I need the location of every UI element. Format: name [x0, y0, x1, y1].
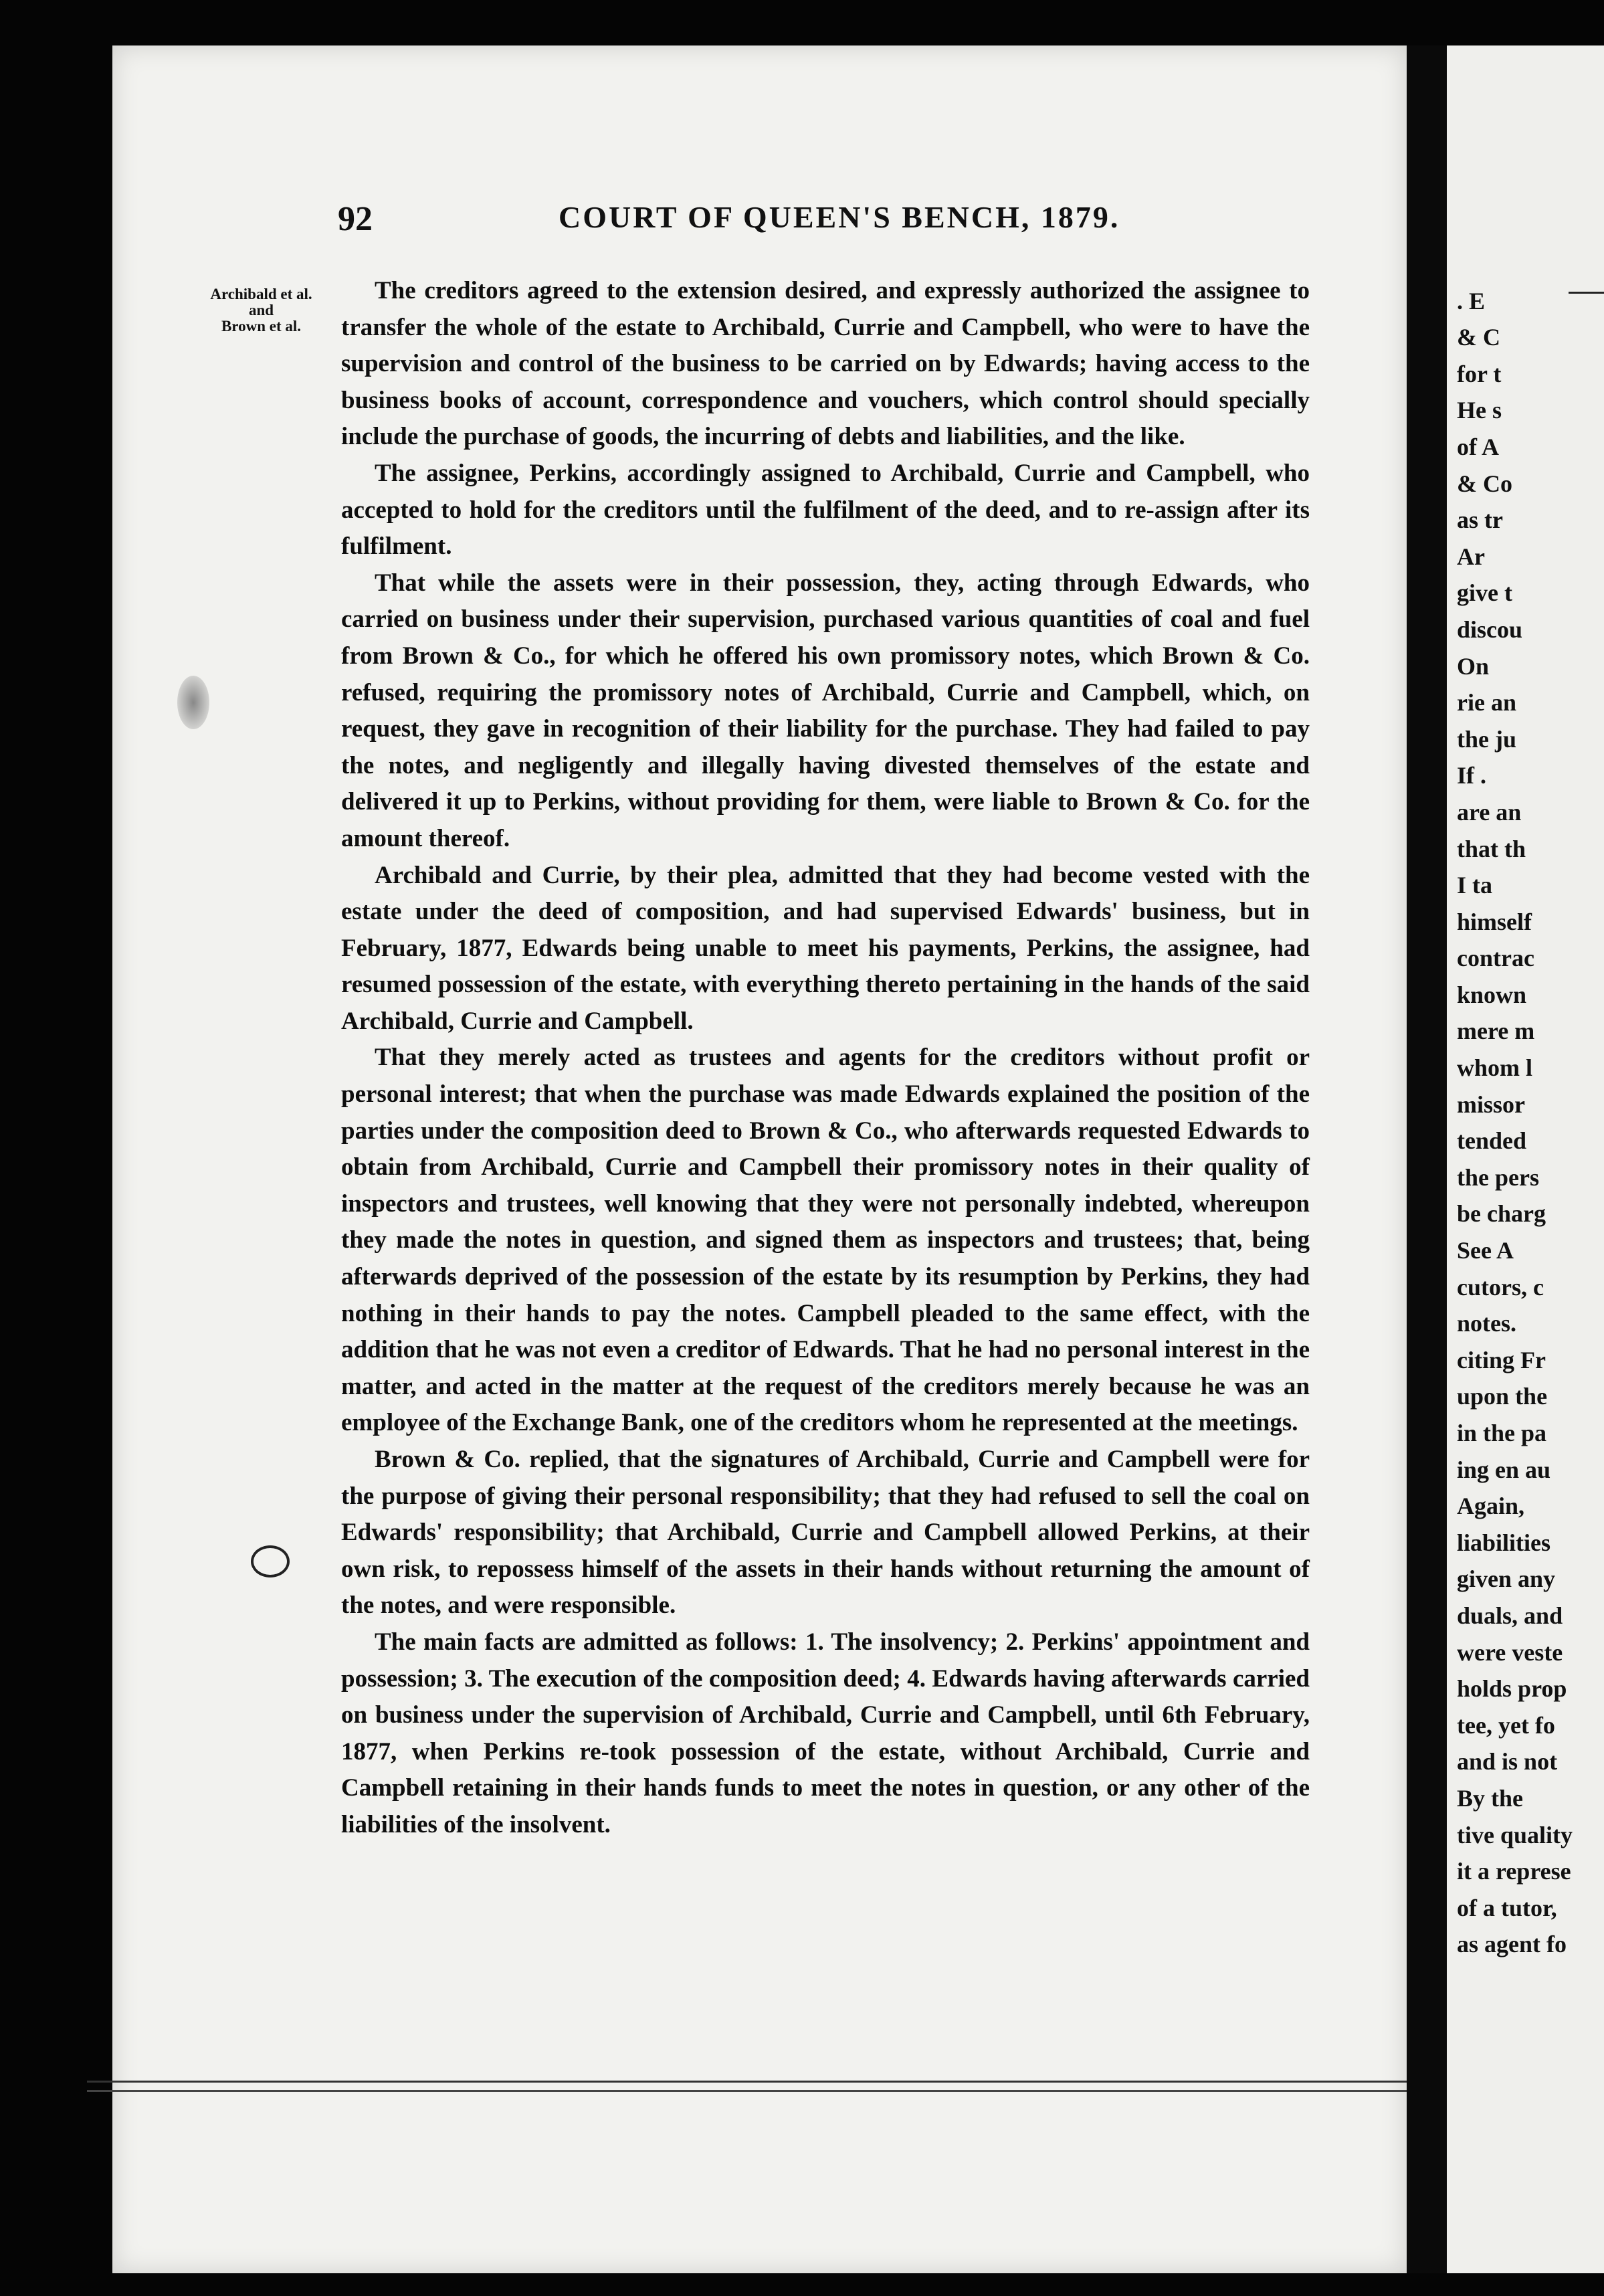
right-page-line: Ar — [1457, 543, 1485, 570]
right-page-line: as tr — [1457, 506, 1503, 534]
right-page-line: By the — [1457, 1784, 1523, 1812]
paragraph: Archibald and Currie, by their plea, admitted that they had become vested with the estate under the deed of composition, and had supervised Edwards' business, but in February, 1877, Edwards being unable to meet his payments, Perkins, the assignee, had resumed possession of the estate, with everything thereto pertaining in the hands of the said Archibald, Currie and Campbell. — [341, 861, 1310, 1035]
right-page-line: See A — [1457, 1237, 1514, 1264]
right-page-line: rie an — [1457, 689, 1516, 716]
scan-border-bottom — [0, 2273, 1604, 2296]
right-page-line: On — [1457, 652, 1490, 680]
paragraph: That they merely acted as trustees and agents for the creditors without profit or personal interest; that when the purchase was made Edwards explained the position of the parties under the composition deed to Brown & Co., who afterwards requested Edwards to obtain from Archibald, Currie and Campbell their promissory notes in their quality of inspectors and trustees, well knowing that they were not personally indebted, whereupon they made the notes in question, and signed them as inspectors and trustees; that, being afterwards deprived of the possession of the estate by its resumption by Perkins, they had nothing in their hands to pay the notes. Campbell pleaded to the same effect, with the addition that he was not even a creditor of Edwards. That he had no personal interest in the matter, and acted in the matter at the request of the creditors merely because he was an employee of the Exchange Bank, one of the creditors whom he represented at the meetings. — [341, 1044, 1310, 1437]
right-page-line: are an — [1457, 798, 1522, 826]
right-page-line: and is not — [1457, 1748, 1558, 1776]
rule-line — [87, 2081, 1418, 2083]
paragraph: The main facts are admitted as follows: 1. The insolvency; 2. Perkins' appointment and possession; 3. The execution of the composition deed; 4. Edwards having afterwards carried on business under the supervision of Archibald, Currie and Campbell, until 6th February, 1877, when Perkins re-took possession of the estate, without Archibald, Currie and Campbell retaining in their hands funds to meet the notes in question, or any other of the liabilities of the insolvent. — [341, 1628, 1310, 1838]
right-page-line: citing Fr — [1457, 1346, 1546, 1373]
right-page-line: discou — [1457, 615, 1523, 643]
right-page-line: as agent fo — [1457, 1931, 1567, 1958]
right-page-line: contrac — [1457, 945, 1534, 972]
right-page-line: upon the — [1457, 1383, 1548, 1410]
running-title: COURT OF QUEEN'S BENCH, 1879. — [559, 200, 1120, 234]
right-page-line: given any — [1457, 1565, 1556, 1593]
right-page-line: give t — [1457, 579, 1512, 607]
right-page-line: whom l — [1457, 1054, 1533, 1082]
right-page-line: mere m — [1457, 1018, 1535, 1045]
bottom-double-rule — [87, 2081, 1418, 2101]
right-page-line: holds prop — [1457, 1675, 1567, 1703]
paragraph: The creditors agreed to the extension desired, and expressly authorized the assignee to transfer the whole of the estate to Archibald, Currie and Campbell, who were to have the supervision and control of the business to be carried on by Edwards; having access to the business books of account, correspondence and vouchers, which control should specially include the purchase of goods, the incurring of debts and liabilities, and the like. — [341, 277, 1310, 451]
right-page-line: it a represe — [1457, 1858, 1571, 1885]
right-page-line: ing en au — [1457, 1456, 1551, 1483]
main-text — [341, 273, 1310, 1844]
right-page-line: tive quality — [1457, 1821, 1573, 1848]
right-page-line: liabilities — [1457, 1529, 1551, 1556]
right-page-line: that th — [1457, 835, 1526, 862]
right-page-line: the ju — [1457, 725, 1516, 753]
right-page-line: . E — [1457, 287, 1486, 314]
right-page-line: duals, and — [1457, 1602, 1563, 1629]
right-page-line: Again, — [1457, 1493, 1525, 1520]
right-page-line: If . — [1457, 762, 1486, 789]
paragraph: That while the assets were in their possession, they, acting through Edwards, who carried on business under their supervision, purchased various quantities of coal and fuel from Brown & Co., for which he offered his own promissory notes, which Brown & Co. refused, requiring the promissory notes of Archibald, Currie and Campbell, which, on request, they gave in recognition of their liability for the purchase. They had failed to pay the notes, and negligently and illegally having divested themselves of the estate and delivered it up to Perkins, without providing for them, were liable to Brown & Co. for the amount thereof. — [341, 569, 1310, 852]
rule-line — [87, 2090, 1418, 2092]
right-page-line: of a tutor, — [1457, 1894, 1557, 1921]
right-page-text — [1457, 246, 1604, 1963]
right-page-line: for t — [1457, 360, 1502, 387]
right-page-line: I ta — [1457, 872, 1492, 899]
ink-smudge — [177, 676, 209, 729]
margin-ink-mark — [251, 1545, 290, 1577]
right-page-line: known — [1457, 981, 1527, 1008]
right-page-line: of A — [1457, 433, 1499, 460]
side-note-line: and — [248, 302, 274, 318]
right-page-line: & C — [1457, 324, 1500, 351]
right-page-line: in the pa — [1457, 1420, 1547, 1446]
right-page-line: be charg — [1457, 1200, 1546, 1228]
side-note-line: Archibald et al. — [210, 286, 312, 302]
right-page-line: tended — [1457, 1127, 1527, 1155]
side-note-line: Brown et al. — [221, 318, 302, 334]
right-page-line: notes. — [1457, 1310, 1516, 1337]
right-page-line: were veste — [1457, 1638, 1563, 1666]
right-page-line: the pers — [1457, 1163, 1539, 1191]
page-header — [338, 199, 1341, 246]
right-page-line: He s — [1457, 397, 1502, 424]
right-page-line — [1457, 246, 1604, 283]
right-page-line: himself — [1457, 908, 1532, 935]
page-number: 92 — [338, 200, 373, 238]
scan-border-top — [0, 0, 1604, 45]
case-side-note — [186, 286, 336, 334]
right-page-line: missor — [1457, 1090, 1525, 1118]
right-page-line: & Co — [1457, 470, 1512, 497]
right-page-line: tee, yet fo — [1457, 1711, 1555, 1739]
page-gutter — [1407, 45, 1447, 2296]
paragraph: Brown & Co. replied, that the signatures of Archibald, Currie and Campbell were for the purpose of giving their personal responsibility; that they had refused to sell the coal on Edwards' responsibility; that Archibald, Currie and Campbell allowed Perkins, at their own risk, to repossess himself of the assets in their hands without returning the amount of the notes, and were responsible. — [341, 1446, 1310, 1620]
paragraph: The assignee, Perkins, accordingly assigned to Archibald, Currie and Campbell, who accepted to hold for the creditors until the fulfilment of the deed, and to re-assign after its fulfilment. — [341, 459, 1310, 561]
right-page-line: cutors, c — [1457, 1273, 1544, 1301]
